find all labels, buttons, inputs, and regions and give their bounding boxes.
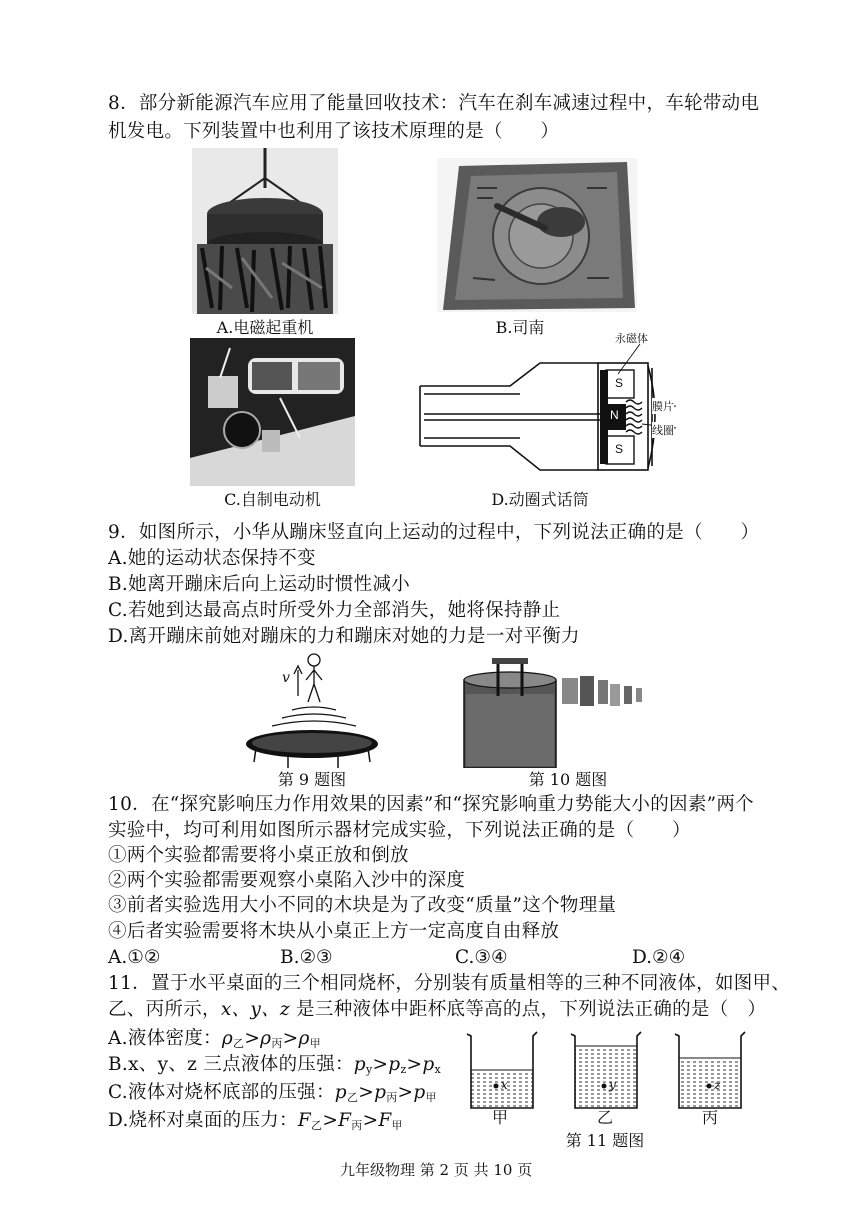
q11-option-b: B.x、y、z 三点液体的压强：$p_y>p_z>p_x$ [108,1054,442,1076]
q10-statement-3: ③前者实验选用大小不同的木块是为了改变“质量”这个物理量 [108,895,617,916]
q10-statement-4: ④后者实验需要将木块从小桌正上方一定高度自由释放 [108,921,560,942]
label-coil: 线圈 [652,424,674,437]
point-z-label: z [714,1078,721,1092]
q10-option-d: D.②④ [632,947,686,968]
q11-stem-line1: 11．置于水平桌面的三个相同烧杯，分别装有质量相等的三种不同液体，如图甲、 [108,973,791,994]
q11-stem-line2: 乙、丙所示，x、y、z 是三种液体中距杯底等高的点，下列说法正确的是（ ） [108,999,767,1020]
label-s-bottom: S [615,442,624,456]
caption-fig11: 第 11 题图 [565,1131,645,1150]
q10-statement-1: ①两个实验都需要将小桌正放和倒放 [108,845,409,866]
q9-stem: 9．如图所示，小华从蹦床竖直向上运动的过程中，下列说法正确的是（ ） [108,522,760,543]
trampoline-figure [242,648,382,770]
electromagnetic-crane-photo [192,148,338,314]
page-footer: 九年级物理 第 2 页 共 10 页 [340,1161,533,1179]
q10-stem-line2: 实验中，均可利用如图所示器材完成实验，下列说法正确的是（ ） [108,820,691,841]
homemade-motor-photo [190,338,355,486]
caption-b: B.司南 [495,318,545,337]
sinan-compass-photo [437,158,637,312]
caption-a: A.电磁起重机 [216,318,314,337]
q11-option-c: C.液体对烧杯底部的压强：$p_乙>p_丙>p_甲$ [108,1082,437,1104]
point-x-label: x [501,1078,508,1092]
point-y-label: y [609,1078,616,1092]
caption-c: C.自制电动机 [224,490,321,509]
q8-stem-line1: 8．部分新能源汽车应用了能量回收技术：汽车在刹车减速过程中，车轮带动电 [108,93,760,114]
q9-option-b: B.她离开蹦床后向上运动时惯性减小 [108,574,411,595]
q10-option-c: C.③④ [455,947,508,968]
q10-stem-line1: 10．在“探究影响压力作用效果的因素”和“探究影响重力势能大小的因素”两个 [108,794,754,815]
caption-fig10: 第 10 题图 [528,770,608,789]
q8-stem-line2: 机发电。下列装置中也利用了该技术原理的是（ ） [108,121,560,142]
beaker-yi [571,1032,641,1108]
beaker-yi-label: 乙 [596,1108,613,1127]
q9-option-d: D.离开蹦床前她对蹦床的力和蹦床对她的力是一对平衡力 [108,626,580,647]
caption-d: D.动圈式话筒 [491,490,589,509]
q9-option-a: A.她的运动状态保持不变 [108,548,316,569]
sandbox-apparatus-figure [458,654,658,768]
q10-option-a: A.①② [108,947,161,968]
beaker-jia-label: 甲 [491,1108,508,1127]
q9-option-c: C.若她到达最高点时所受外力全部消失，她将保持静止 [108,600,561,621]
beaker-jia [467,1032,537,1108]
beaker-bing [675,1032,745,1108]
label-n: N [610,408,619,422]
q11-option-d: D.烧杯对桌面的压力：$F_乙>F_丙>F_甲$ [108,1110,403,1132]
label-velocity: v [282,670,290,686]
q10-option-b: B.②③ [280,947,333,968]
label-s-top: S [615,376,624,390]
dynamic-microphone-diagram [410,328,680,488]
three-beakers-figure [465,1028,755,1110]
label-magnet: 永磁体 [615,332,648,345]
q10-statement-2: ②两个实验都需要观察小桌陷入沙中的深度 [108,870,466,891]
caption-fig9: 第 9 题图 [277,770,347,789]
beaker-bing-label: 丙 [701,1108,718,1127]
q11-option-a: A.液体密度：$\rho_乙>\rho_丙>\rho_甲$ [108,1028,321,1050]
label-diaphragm: 膜片 [652,400,674,413]
